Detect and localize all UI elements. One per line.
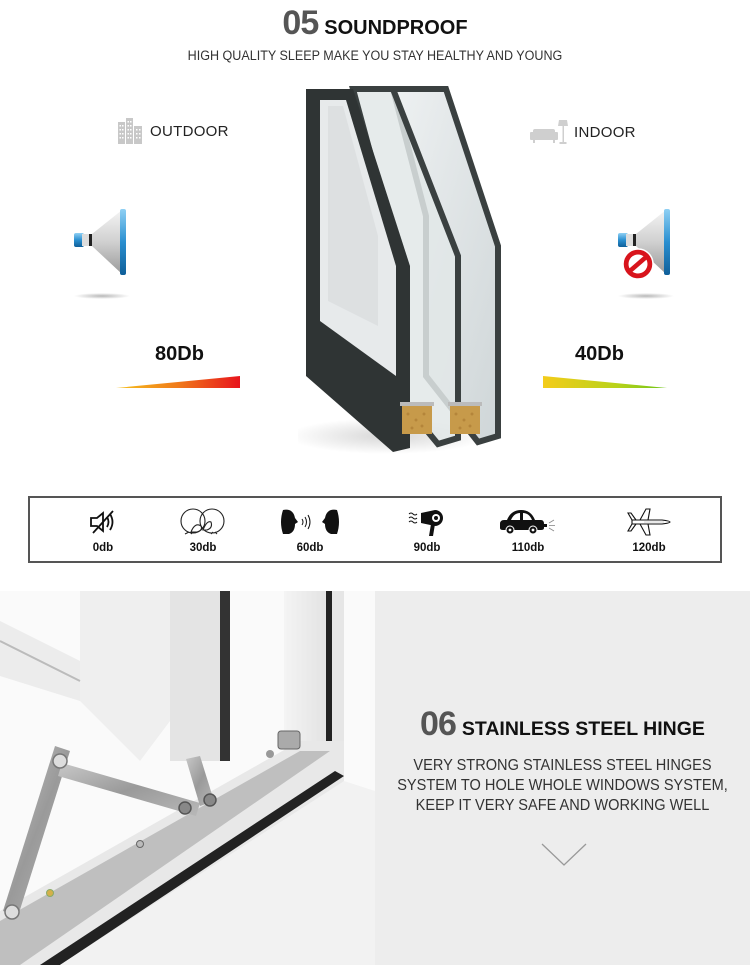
section-title: STAINLESS STEEL HINGE (461, 718, 705, 740)
car-icon (497, 508, 559, 536)
db-scale-label: 30db (189, 542, 217, 554)
sofa-lamp-icon (530, 120, 568, 144)
outdoor-db-level: 80Db (155, 343, 204, 365)
section-title: SOUNDPROOF (324, 17, 468, 39)
section-number: 06 (420, 705, 456, 743)
loud-speaker-icon (72, 208, 132, 304)
section-06-heading (375, 705, 750, 744)
indoor-label-group (530, 120, 636, 144)
db-scale-item (604, 498, 694, 561)
db-scale-label: 110db (511, 542, 545, 554)
db-scale-item (382, 498, 472, 561)
stainless-steel-hinge-photo (0, 591, 375, 965)
db-scale-item (483, 498, 573, 561)
talking-heads-icon (279, 508, 341, 536)
section-06-description (380, 756, 745, 816)
city-buildings-icon (118, 118, 142, 144)
db-scale-label: 90db (413, 542, 441, 554)
indoor-label: INDOOR (574, 123, 636, 141)
airplane-icon (626, 507, 672, 537)
section-05-heading (0, 4, 750, 43)
db-scale-label: 60db (296, 542, 324, 554)
db-scale-item (158, 498, 248, 561)
outdoor-label-group (118, 118, 229, 144)
chevron-down-icon[interactable] (541, 842, 587, 868)
db-scale-label: 0db (92, 542, 114, 554)
outdoor-label: OUTDOOR (150, 122, 229, 140)
db-scale-item (265, 498, 355, 561)
hair-dryer-icon (407, 508, 447, 536)
indoor-db-level: 40Db (575, 343, 624, 365)
mute-speaker-icon (89, 509, 117, 535)
description-line: KEEP IT VERY SAFE AND WORKING WELL (415, 797, 710, 814)
muted-speaker-icon (616, 208, 676, 304)
section-number: 05 (282, 4, 319, 42)
db-scale-legend (28, 496, 722, 563)
description-line: SYSTEM TO HOLE WHOLE WINDOWS SYSTEM, (397, 777, 728, 794)
birds-icon (177, 508, 229, 536)
triple-glazed-window-graphic (298, 86, 512, 456)
db-scale-item (58, 498, 148, 561)
description-line: VERY STRONG STAINLESS STEEL HINGES (413, 757, 712, 774)
section-05-subtitle: HIGH QUALITY SLEEP MAKE YOU STAY HEALTHY AND YOUNG (187, 48, 563, 63)
db-scale-label: 120db (632, 542, 666, 554)
outdoor-level-bar (116, 374, 240, 390)
prohibited-icon (623, 249, 653, 279)
indoor-level-bar (543, 374, 667, 390)
